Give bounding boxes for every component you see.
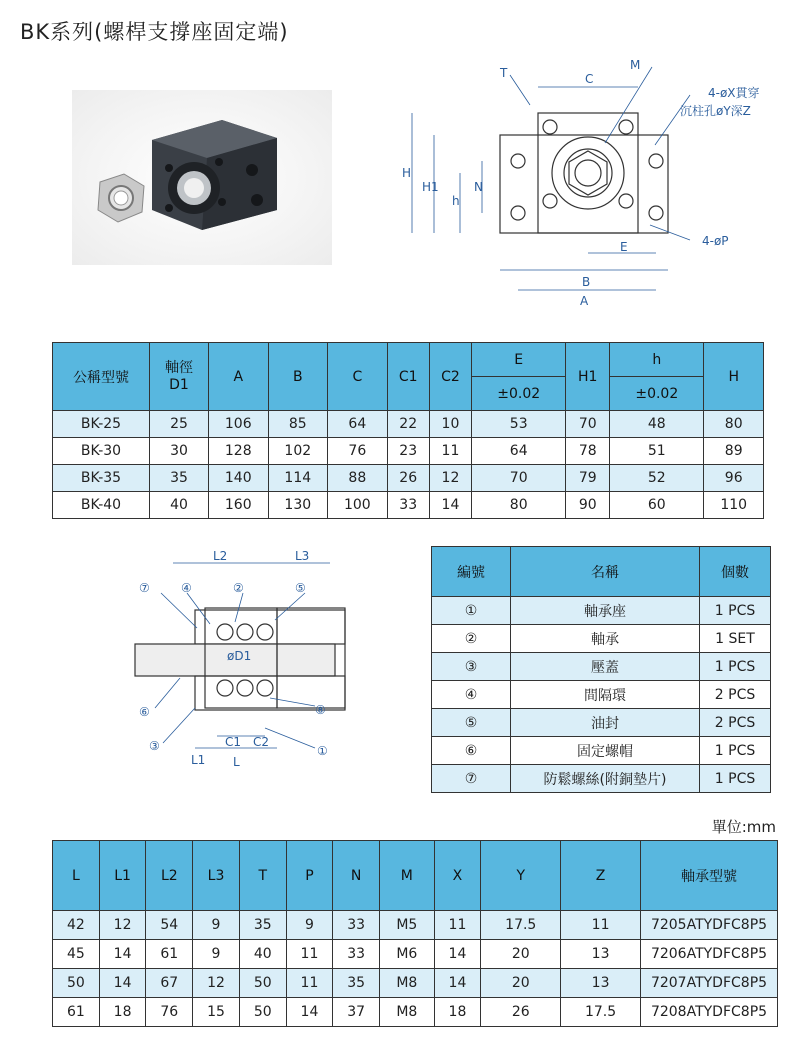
- table-cell: 51: [610, 438, 704, 465]
- table-row: [53, 492, 764, 519]
- dim-h-label: H: [402, 166, 412, 180]
- table-cell: 17.5: [481, 911, 561, 940]
- callout-8: ⑧: [315, 703, 326, 717]
- table-cell: 18: [99, 998, 146, 1027]
- table-cell: 64: [328, 411, 388, 438]
- th-model: 公稱型號: [53, 343, 150, 411]
- table-cell: 13: [561, 940, 641, 969]
- dimension-drawing: [390, 55, 790, 315]
- parts-cell: 2 PCS: [700, 681, 771, 709]
- th-a: A: [209, 343, 269, 411]
- page-title: BK系列(螺桿支撐座固定端): [20, 20, 289, 44]
- callout-2: ②: [233, 581, 244, 595]
- table-cell: 26: [387, 465, 429, 492]
- parts-row: [432, 597, 771, 625]
- table-cell: 11: [561, 911, 641, 940]
- table-cell: 35: [239, 911, 286, 940]
- dim-e-label: E: [620, 240, 628, 254]
- th-d1: 軸徑 D1: [150, 343, 209, 411]
- table-cell: 70: [472, 465, 566, 492]
- table-cell: 12: [99, 911, 146, 940]
- sec-l-label: L: [233, 755, 240, 769]
- dim-p-label: 4-øP: [702, 234, 729, 248]
- spec-header: L2: [146, 841, 193, 911]
- product-illustration: [72, 90, 332, 265]
- table-cell: 11: [286, 969, 333, 998]
- table-cell: M8: [380, 998, 435, 1027]
- parts-cell: 1 SET: [700, 625, 771, 653]
- table-cell: BK-30: [53, 438, 150, 465]
- dim-y-label: 沉柱孔øY深Z: [680, 104, 751, 118]
- table-cell: 85: [268, 411, 328, 438]
- table-cell: 9: [286, 911, 333, 940]
- table-cell: 11: [434, 911, 481, 940]
- parts-cell: 1 PCS: [700, 737, 771, 765]
- th-h: H: [704, 343, 764, 411]
- spec-table: [52, 840, 778, 1027]
- parts-cell: ①: [432, 597, 511, 625]
- sec-c2-label: C2: [253, 735, 270, 749]
- spec-header: M: [380, 841, 435, 911]
- table-cell: 78: [566, 438, 610, 465]
- table-cell: 106: [209, 411, 269, 438]
- th-h1: H1: [566, 343, 610, 411]
- parts-cell: 軸承: [511, 625, 700, 653]
- parts-cell: 軸承座: [511, 597, 700, 625]
- th-small-h: h: [610, 343, 704, 377]
- spec-header: Y: [481, 841, 561, 911]
- dim-small-h-label: h: [452, 194, 460, 208]
- table-cell: 7208ATYDFC8P5: [641, 998, 778, 1027]
- table-row: [53, 940, 778, 969]
- table-cell: 12: [193, 969, 240, 998]
- parts-cell: 1 PCS: [700, 765, 771, 793]
- dim-x-label: 4-øX貫穿: [708, 86, 760, 100]
- table-cell: M8: [380, 969, 435, 998]
- dim-m-label: M: [630, 58, 641, 72]
- parts-row: [432, 709, 771, 737]
- parts-cell: ②: [432, 625, 511, 653]
- table-cell: 14: [99, 969, 146, 998]
- table-cell: 80: [472, 492, 566, 519]
- table-cell: 13: [561, 969, 641, 998]
- dim-t-label: T: [500, 66, 508, 80]
- table-cell: 33: [333, 911, 380, 940]
- table-cell: 7206ATYDFC8P5: [641, 940, 778, 969]
- table-cell: 20: [481, 969, 561, 998]
- sec-d1-label: øD1: [227, 649, 252, 663]
- table-cell: 114: [268, 465, 328, 492]
- table-cell: 52: [610, 465, 704, 492]
- table-cell: 160: [209, 492, 269, 519]
- table-cell: 14: [99, 940, 146, 969]
- dim-c-label: C: [585, 72, 594, 86]
- table-cell: 22: [387, 411, 429, 438]
- sec-l3-label: L3: [295, 549, 310, 563]
- spec-header: N: [333, 841, 380, 911]
- section-drawing: [125, 548, 425, 778]
- dim-a-label: A: [580, 294, 589, 308]
- parts-cell: ⑥: [432, 737, 511, 765]
- table-cell: 30: [150, 438, 209, 465]
- table-row: [53, 438, 764, 465]
- sec-l1-label: L1: [191, 753, 206, 767]
- table-cell: 61: [146, 940, 193, 969]
- table-row: [53, 411, 764, 438]
- parts-cell: ⑤: [432, 709, 511, 737]
- table-cell: 89: [704, 438, 764, 465]
- table-cell: 14: [434, 940, 481, 969]
- th-h-tol: ±0.02: [610, 377, 704, 411]
- table-cell: 64: [472, 438, 566, 465]
- table-cell: 35: [333, 969, 380, 998]
- table-cell: 50: [239, 969, 286, 998]
- table-row: [53, 911, 778, 940]
- table-cell: 50: [53, 969, 100, 998]
- parts-cell: 1 PCS: [700, 653, 771, 681]
- table-cell: 7205ATYDFC8P5: [641, 911, 778, 940]
- table-cell: 42: [53, 911, 100, 940]
- th-c2: C2: [429, 343, 471, 411]
- table-cell: 9: [193, 940, 240, 969]
- th-c: C: [328, 343, 388, 411]
- table-cell: 102: [268, 438, 328, 465]
- table-cell: 14: [434, 969, 481, 998]
- table-cell: 7207ATYDFC8P5: [641, 969, 778, 998]
- table-cell: 76: [328, 438, 388, 465]
- table-cell: 90: [566, 492, 610, 519]
- table-cell: M6: [380, 940, 435, 969]
- callout-3: ③: [149, 739, 160, 753]
- callout-1: ①: [317, 744, 328, 758]
- parts-cell: 油封: [511, 709, 700, 737]
- spec-header: Z: [561, 841, 641, 911]
- th-name: 名稱: [511, 547, 700, 597]
- th-e-tol: ±0.02: [472, 377, 566, 411]
- table-cell: 60: [610, 492, 704, 519]
- dim-h1-label: H1: [422, 180, 439, 194]
- table-cell: 11: [286, 940, 333, 969]
- th-e: E: [472, 343, 566, 377]
- parts-row: [432, 681, 771, 709]
- table-cell: 35: [150, 465, 209, 492]
- parts-row: [432, 653, 771, 681]
- table-cell: 79: [566, 465, 610, 492]
- table-cell: 45: [53, 940, 100, 969]
- table-cell: 48: [610, 411, 704, 438]
- parts-row: [432, 737, 771, 765]
- parts-cell: 防鬆螺絲(附銅墊片): [511, 765, 700, 793]
- table-cell: 25: [150, 411, 209, 438]
- callout-7: ⑦: [139, 581, 150, 595]
- callout-6: ⑥: [139, 705, 150, 719]
- spec-header: X: [434, 841, 481, 911]
- spec-header: L3: [193, 841, 240, 911]
- table-cell: 14: [429, 492, 471, 519]
- table-cell: 100: [328, 492, 388, 519]
- th-c1: C1: [387, 343, 429, 411]
- table-cell: 18: [434, 998, 481, 1027]
- parts-cell: ⑦: [432, 765, 511, 793]
- table-cell: BK-40: [53, 492, 150, 519]
- parts-cell: 間隔環: [511, 681, 700, 709]
- dim-n-label: N: [474, 180, 483, 194]
- dimension-table: [52, 342, 764, 519]
- table-cell: 53: [472, 411, 566, 438]
- table-cell: 11: [429, 438, 471, 465]
- unit-label: 單位:mm: [711, 818, 776, 836]
- table-cell: 15: [193, 998, 240, 1027]
- th-b: B: [268, 343, 328, 411]
- table-cell: 17.5: [561, 998, 641, 1027]
- callout-5: ⑤: [295, 581, 306, 595]
- sec-c1-label: C1: [225, 735, 242, 749]
- table-cell: 96: [704, 465, 764, 492]
- table-cell: 10: [429, 411, 471, 438]
- table-cell: 50: [239, 998, 286, 1027]
- table-cell: 130: [268, 492, 328, 519]
- sec-l2-label: L2: [213, 549, 228, 563]
- dim-b-label: B: [582, 275, 591, 289]
- table-row: [53, 465, 764, 492]
- table-cell: 40: [150, 492, 209, 519]
- table-cell: 14: [286, 998, 333, 1027]
- table-cell: 140: [209, 465, 269, 492]
- table-cell: 40: [239, 940, 286, 969]
- parts-cell: ③: [432, 653, 511, 681]
- product-photo: [72, 90, 332, 265]
- parts-row: [432, 765, 771, 793]
- parts-cell: 1 PCS: [700, 597, 771, 625]
- parts-cell: 2 PCS: [700, 709, 771, 737]
- th-num: 編號: [432, 547, 511, 597]
- parts-cell: ④: [432, 681, 511, 709]
- parts-table: [431, 546, 771, 793]
- table-cell: 9: [193, 911, 240, 940]
- table-cell: 20: [481, 940, 561, 969]
- th-qty: 個數: [700, 547, 771, 597]
- table-cell: BK-25: [53, 411, 150, 438]
- table-cell: 54: [146, 911, 193, 940]
- table-cell: 61: [53, 998, 100, 1027]
- table-cell: M5: [380, 911, 435, 940]
- parts-cell: 固定螺帽: [511, 737, 700, 765]
- table-cell: 80: [704, 411, 764, 438]
- table-cell: 67: [146, 969, 193, 998]
- table-cell: 33: [387, 492, 429, 519]
- spec-header: P: [286, 841, 333, 911]
- table-cell: 23: [387, 438, 429, 465]
- table-row: [53, 969, 778, 998]
- table-cell: BK-35: [53, 465, 150, 492]
- table-cell: 70: [566, 411, 610, 438]
- spec-header: L: [53, 841, 100, 911]
- callout-4: ④: [181, 581, 192, 595]
- parts-row: [432, 625, 771, 653]
- table-cell: 37: [333, 998, 380, 1027]
- table-cell: 110: [704, 492, 764, 519]
- spec-header: L1: [99, 841, 146, 911]
- table-row: [53, 998, 778, 1027]
- parts-cell: 壓蓋: [511, 653, 700, 681]
- table-cell: 88: [328, 465, 388, 492]
- spec-header: 軸承型號: [641, 841, 778, 911]
- table-cell: 26: [481, 998, 561, 1027]
- table-cell: 12: [429, 465, 471, 492]
- spec-header: T: [239, 841, 286, 911]
- table-cell: 128: [209, 438, 269, 465]
- table-cell: 33: [333, 940, 380, 969]
- table-cell: 76: [146, 998, 193, 1027]
